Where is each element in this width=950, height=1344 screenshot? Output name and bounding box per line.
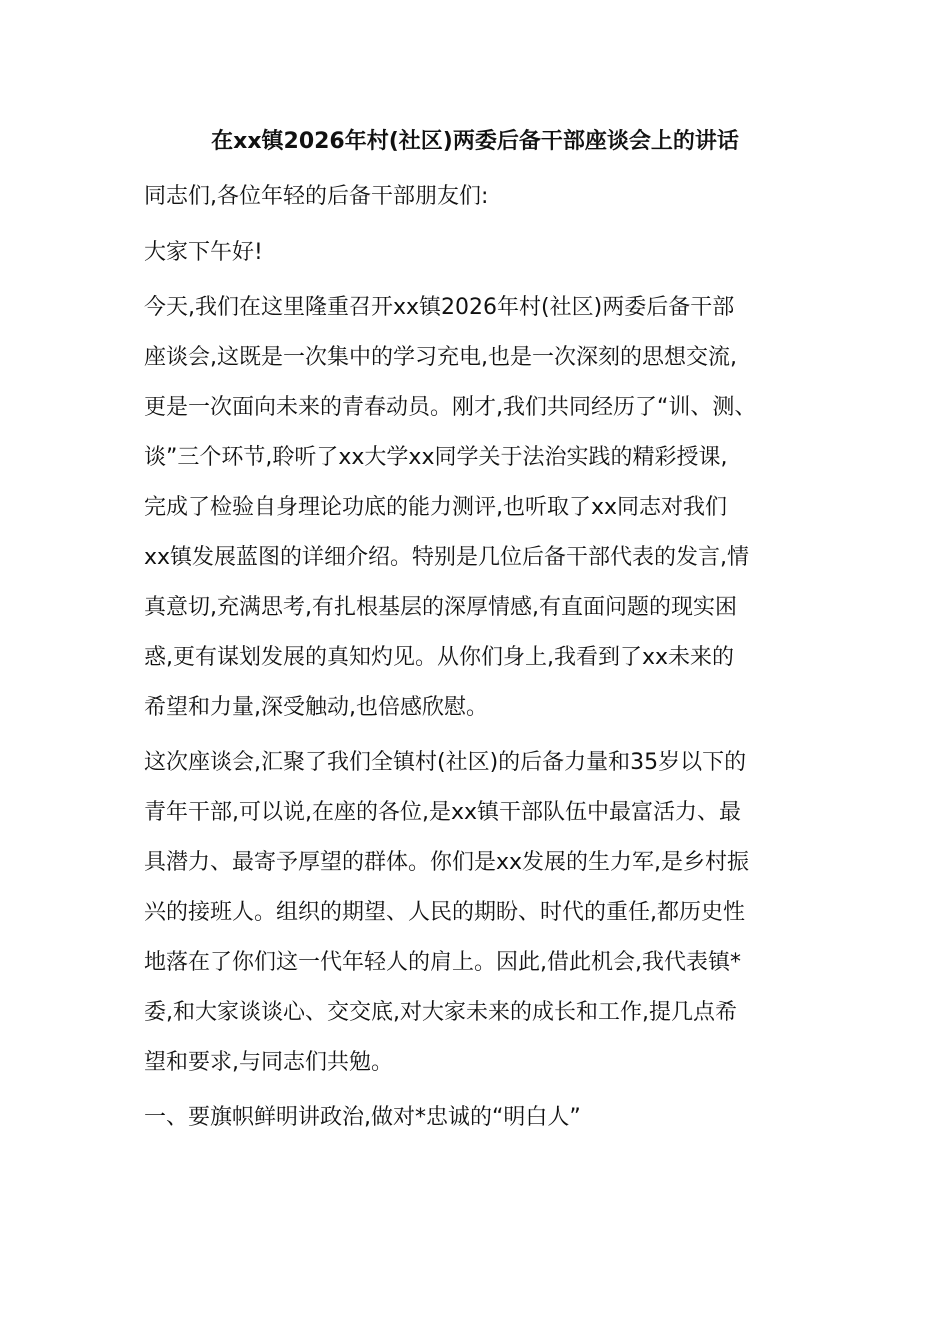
paragraph-1-line: 真意切,充满思考,有扎根基层的深厚情感,有直面问题的现实困: [144, 595, 737, 620]
paragraph-1-line: 惑,更有谋划发展的真知灼见。从你们身上,我看到了xx未来的: [144, 645, 735, 670]
paragraph-2-line: 具潜力、最寄予厚望的群体。你们是xx发展的生力军,是乡村振: [144, 850, 750, 875]
paragraph-2-line: 地落在了你们这一代年轻人的肩上。因此,借此机会,我代表镇*: [144, 950, 741, 975]
paragraph-2-line: 兴的接班人。组织的期望、人民的期盼、时代的重任,都历史性: [144, 900, 745, 925]
paragraph-1-line: 希望和力量,深受触动,也倍感欣慰。: [144, 695, 488, 720]
paragraph-2-line: 这次座谈会,汇聚了我们全镇村(社区)的后备力量和35岁以下的: [144, 750, 747, 775]
paragraph-1-line: 完成了检验自身理论功底的能力测评,也听取了xx同志对我们: [144, 495, 728, 520]
salutation: 同志们,各位年轻的后备干部朋友们:: [144, 184, 489, 209]
paragraph-2-line: 青年干部,可以说,在座的各位,是xx镇干部队伍中最富活力、最: [144, 800, 742, 825]
paragraph-1-line: 更是一次面向未来的青春动员。刚才,我们共同经历了“训、测、: [144, 395, 757, 420]
document-title: 在xx镇2026年村(社区)两委后备干部座谈会上的讲话: [211, 129, 739, 154]
paragraph-1-line: 座谈会,这既是一次集中的学习充电,也是一次深刻的思想交流,: [144, 345, 737, 370]
paragraph-2-line: 望和要求,与同志们共勉。: [144, 1050, 393, 1075]
paragraph-1-line: xx镇发展蓝图的详细介绍。特别是几位后备干部代表的发言,情: [144, 545, 750, 570]
paragraph-1-line: 今天,我们在这里隆重召开xx镇2026年村(社区)两委后备干部: [144, 295, 735, 320]
section-heading: 一、要旗帜鲜明讲政治,做对*忠诚的“明白人”: [144, 1105, 581, 1130]
paragraph-1-line: 谈”三个环节,聆听了xx大学xx同学关于法治实践的精彩授课,: [144, 445, 728, 470]
paragraph-2-line: 委,和大家谈谈心、交交底,对大家未来的成长和工作,提几点希: [144, 1000, 737, 1025]
greeting: 大家下午好!: [144, 240, 263, 265]
